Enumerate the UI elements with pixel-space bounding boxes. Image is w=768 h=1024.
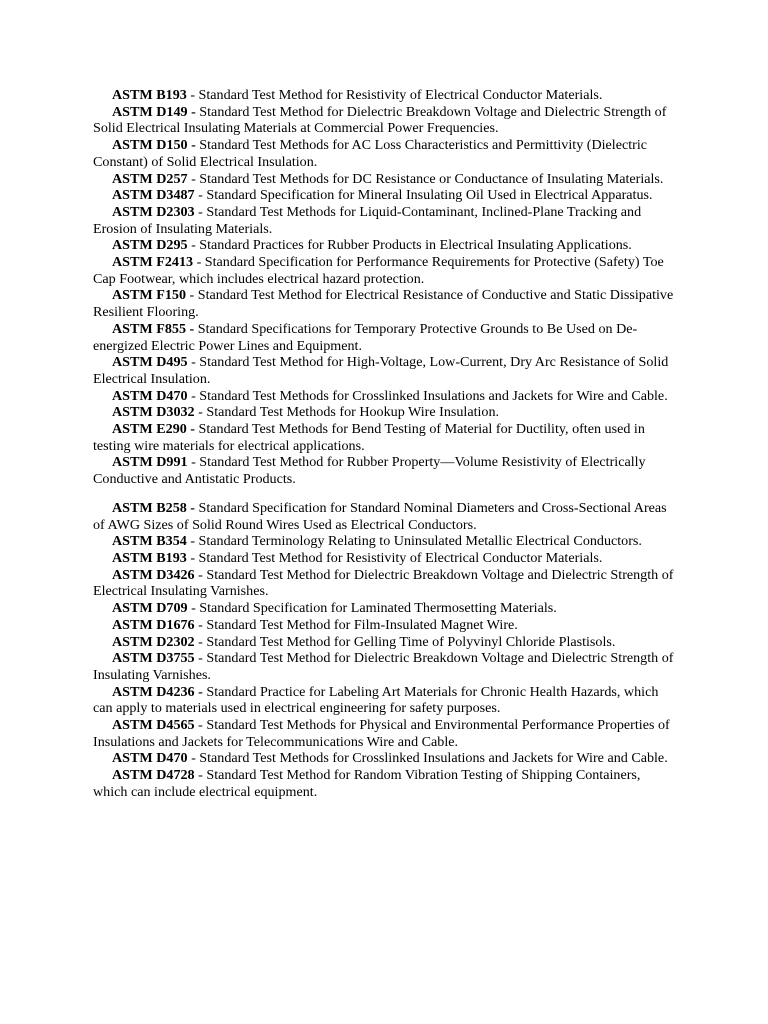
- standard-entry: [93, 237, 678, 254]
- standard-description: Standard Specification for Standard Nominal Diameters and Cross-Sectional Areas of AWG Sizes of Solid Round Wires Used as Electrical Conductors.: [93, 499, 667, 533]
- standard-description: - Standard Test Method for High-Voltage, Low-Current, Dry Arc Resistance of Solid Electrical Insulation.: [93, 354, 669, 387]
- standard-description: - Standard Test Methods for DC Resistance or Conductance of Insulating Materials.: [187, 170, 664, 187]
- standard-entry: [93, 204, 678, 237]
- standard-code: ASTM D470: [112, 387, 188, 404]
- standard-code: ASTM D4565: [112, 717, 195, 734]
- standard-description: - Standard Test Methods for Liquid-Contaminant, Inclined-Plane Tracking and Erosion of Insulating Materials.: [93, 203, 642, 237]
- standard-description: - Standard Test Method for Dielectric Breakdown Voltage and Dielectric Strength of Insulating Varnishes.: [93, 650, 674, 683]
- standard-entry: [93, 388, 678, 405]
- standard-code: ASTM B193: [112, 87, 187, 103]
- standard-entry: [93, 254, 678, 287]
- standard-code: ASTM D295: [112, 237, 188, 254]
- standard-description: - Standard Specification for Laminated Thermosetting Materials.: [187, 600, 557, 617]
- standard-code: ASTM D3426: [112, 566, 195, 583]
- standard-code: ASTM B258 -: [112, 499, 196, 516]
- standard-entry: [93, 500, 678, 533]
- standard-code: ASTM F150: [112, 287, 186, 304]
- standard-description: Standard Specifications for Temporary Protective Grounds to Be Used on De-energized Electric Power Lines and Equipment.: [93, 320, 638, 354]
- standard-code: ASTM D257: [112, 170, 188, 187]
- standard-code: ASTM B354: [112, 533, 187, 550]
- document-page: [93, 87, 678, 801]
- standard-code: ASTM D4236 -: [112, 683, 203, 700]
- standards-list-group-1: [93, 87, 678, 488]
- standard-code: ASTM F2413: [112, 254, 194, 271]
- standard-description: Standard Test Methods for AC Loss Characteristics and Permittivity (Dielectric Constant) of Solid Electrical Insulation.: [93, 137, 648, 170]
- standard-entry: [93, 767, 678, 800]
- standard-code: ASTM E290 -: [112, 421, 196, 438]
- standard-entry: [93, 187, 678, 204]
- standard-code: ASTM D470: [112, 750, 188, 767]
- standard-code: ASTM D150 -: [112, 137, 196, 154]
- standards-list-group-2: [93, 500, 678, 801]
- standard-entry: [93, 550, 678, 567]
- standard-entry: [93, 750, 678, 767]
- standard-code: ASTM D495: [112, 354, 188, 371]
- standard-entry: [93, 321, 678, 354]
- standard-description: Standard Practice for Labeling Art Materials for Chronic Health Hazards, which can apply to materials used in electrical engineering for safety purposes.: [93, 683, 659, 717]
- standard-description: - Standard Test Method for Dielectric Breakdown Voltage and Dielectric Strength of Electrical Insulating Varnishes.: [93, 566, 674, 600]
- standard-entry: [93, 137, 678, 170]
- standard-code: ASTM F855 -: [112, 320, 195, 337]
- standard-description: - Standard Specification for Performance Requirements for Protective (Safety) Toe Cap Footwear, which includes electrical hazard protection.: [93, 254, 664, 287]
- standard-description: - Standard Specification for Mineral Insulating Oil Used in Electrical Apparatus.: [194, 187, 653, 204]
- standard-entry: [93, 533, 678, 550]
- standard-entry: [93, 421, 678, 454]
- standard-entry: [93, 171, 678, 188]
- standard-description: - Standard Test Methods for Hookup Wire Insulation.: [194, 404, 500, 421]
- standard-code: ASTM D4728: [112, 767, 195, 784]
- standard-entry: [93, 87, 678, 104]
- standard-code: ASTM D3032: [112, 404, 195, 421]
- standard-description: Standard Test Methods for Bend Testing of Material for Ductility, often used in testing wire materials for electrical applications.: [93, 421, 645, 454]
- standard-description: - Standard Practices for Rubber Products in Electrical Insulating Applications.: [187, 237, 632, 254]
- standard-code: ASTM B193: [112, 549, 187, 566]
- standard-description: - Standard Test Methods for Crosslinked Insulations and Jackets for Wire and Cable.: [187, 387, 668, 404]
- standard-entry: [93, 634, 678, 651]
- standard-code: ASTM D3487: [112, 187, 195, 204]
- standard-description: - Standard Test Method for Rubber Property—Volume Resistivity of Electrically Conductive and Antistatic Products.: [93, 454, 646, 488]
- standard-code: ASTM D709: [112, 600, 188, 617]
- group-spacer: [93, 488, 678, 500]
- standard-entry: [93, 454, 678, 487]
- standard-code: ASTM D2303: [112, 203, 195, 220]
- standard-entry: [93, 404, 678, 421]
- standard-description: - Standard Test Methods for Physical and Environmental Performance Properties of Insulations and Jackets for Telecommunications Wire and Cable.: [93, 717, 670, 750]
- standard-entry: [93, 600, 678, 617]
- standard-description: - Standard Test Method for Resistivity of Electrical Conductor Materials.: [186, 549, 603, 566]
- standard-entry: [93, 104, 678, 137]
- standard-description: Standard Test Method for Dielectric Breakdown Voltage and Dielectric Strength of Solid Electrical Insulating Materials at Commercial Power Frequencies.: [93, 103, 667, 137]
- standard-description: - Standard Test Method for Random Vibration Testing of Shipping Containers, which can include electrical equipment.: [93, 767, 641, 800]
- standard-entry: [93, 354, 678, 387]
- standard-description: - Standard Test Method for Film-Insulated Magnet Wire.: [194, 616, 518, 633]
- standard-entry: [93, 650, 678, 683]
- standard-entry: [93, 684, 678, 717]
- standard-code: ASTM D149 -: [112, 103, 196, 120]
- standard-code: ASTM D3755: [112, 650, 195, 667]
- standard-entry: [93, 287, 678, 320]
- standard-description: - Standard Test Methods for Crosslinked Insulations and Jackets for Wire and Cable.: [187, 750, 668, 767]
- standard-code: ASTM D2302: [112, 633, 195, 650]
- standard-entry: [93, 567, 678, 600]
- standard-entry: [93, 617, 678, 634]
- standard-entry: [93, 717, 678, 750]
- standard-description: - Standard Terminology Relating to Uninsulated Metallic Electrical Conductors.: [186, 533, 642, 550]
- standard-code: ASTM D1676: [112, 616, 195, 633]
- standard-description: - Standard Test Method for Gelling Time of Polyvinyl Chloride Plastisols.: [194, 633, 616, 650]
- standard-code: ASTM D991: [112, 454, 188, 471]
- standard-description: - Standard Test Method for Resistivity of Electrical Conductor Materials.: [186, 87, 603, 103]
- standard-description: - Standard Test Method for Electrical Resistance of Conductive and Static Dissipative Resilient Flooring.: [93, 287, 674, 321]
